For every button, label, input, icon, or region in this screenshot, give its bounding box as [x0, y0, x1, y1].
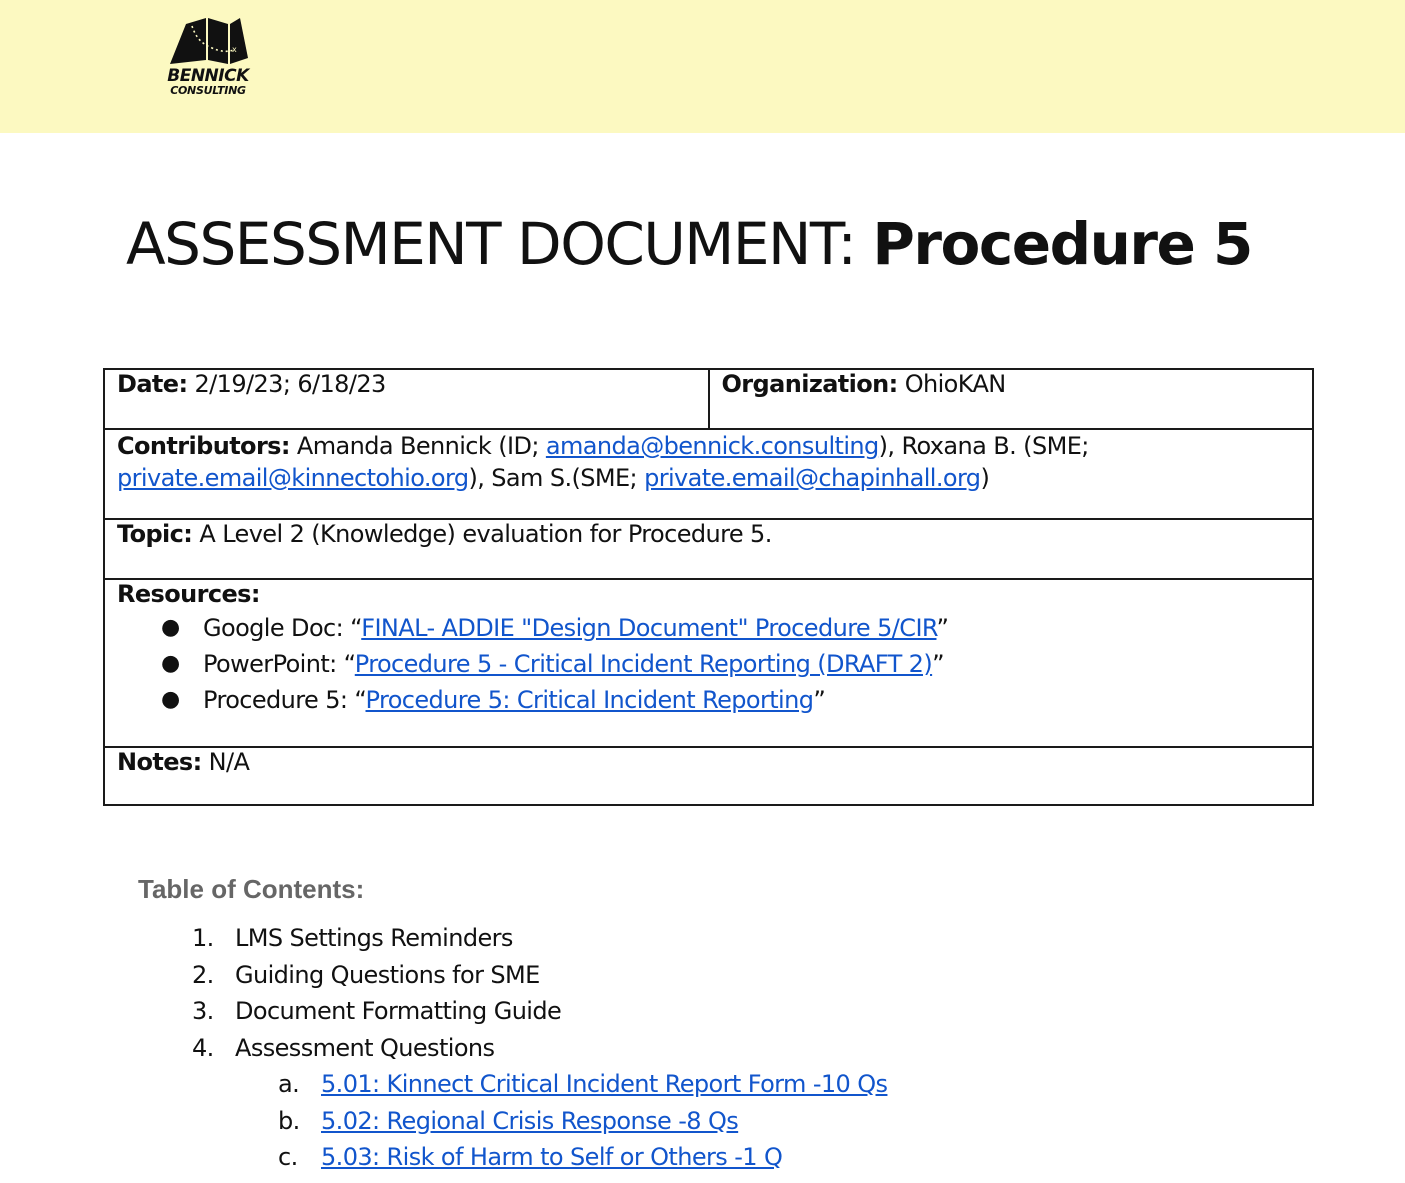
resource-suffix: ”	[936, 614, 949, 642]
contributors-text: )	[980, 464, 990, 492]
resources-cell	[104, 579, 1313, 747]
date-value: 2/19/23; 6/18/23	[187, 370, 386, 398]
contributors-cell	[104, 429, 1313, 519]
toc-link-5-02[interactable]: 5.02: Regional Crisis Response -8 Qs	[321, 1106, 739, 1135]
svg-text:x: x	[232, 45, 237, 54]
powerpoint-link[interactable]: Procedure 5 - Critical Incident Reporting (DRAFT 2)	[354, 650, 933, 678]
bullet-icon: ●	[161, 651, 180, 676]
notes-cell	[104, 747, 1313, 805]
date-org-row	[104, 369, 1313, 429]
organization-label: Organization:	[721, 370, 898, 398]
bullet-icon: ●	[161, 687, 180, 712]
toc-letter: c.	[278, 1143, 298, 1171]
table-of-contents	[190, 920, 1290, 1176]
toc-item	[190, 1030, 1290, 1067]
notes-value: N/A	[201, 748, 250, 776]
resource-suffix: ”	[932, 650, 944, 678]
contributors-text: ), Roxana B. (SME;	[878, 432, 1089, 460]
notes-label: Notes:	[117, 748, 202, 776]
toc-item	[190, 920, 1290, 957]
toc-title: Table of Contents:	[138, 874, 365, 904]
date-cell	[104, 369, 709, 429]
toc-item-text: LMS Settings Reminders	[235, 924, 513, 952]
title-procedure: Procedure 5	[872, 210, 1252, 278]
page-title	[126, 208, 1252, 280]
bennick-logo	[160, 14, 256, 110]
toc-link-5-01[interactable]: 5.01: Kinnect Critical Incident Report Form -10 Qs	[321, 1070, 888, 1098]
toc-item-text: Document Formatting Guide	[235, 997, 562, 1025]
list-item	[117, 646, 1300, 682]
topic-value: A Level 2 (Knowledge) evaluation for Procedure 5.	[192, 520, 772, 548]
map-icon	[166, 14, 250, 68]
resource-suffix: ”	[813, 686, 826, 714]
design-document-link[interactable]: FINAL- ADDIE "Design Document" Procedure 5/CIR	[361, 614, 937, 642]
contributors-row	[104, 429, 1313, 519]
toc-number: 3.	[192, 997, 214, 1025]
logo-wordmark-top: BENNICK	[167, 66, 249, 86]
toc-item	[190, 957, 1290, 994]
procedure-link[interactable]: Procedure 5: Critical Incident Reporting	[365, 686, 814, 714]
topic-row	[104, 519, 1313, 579]
date-label: Date:	[117, 370, 188, 398]
toc-number: 4.	[192, 1033, 214, 1062]
info-table	[103, 368, 1314, 806]
toc-number: 2.	[192, 960, 214, 989]
topic-label: Topic:	[117, 520, 193, 548]
bullet-icon: ●	[161, 615, 180, 640]
toc-link-5-03[interactable]: 5.03: Risk of Harm to Self or Others -1 Q	[321, 1143, 783, 1171]
toc-letter: b.	[278, 1106, 300, 1135]
resource-prefix: PowerPoint: “	[203, 650, 355, 678]
resources-row	[104, 579, 1313, 747]
contributors-label: Contributors:	[117, 432, 290, 460]
organization-cell	[709, 369, 1314, 429]
resources-list	[117, 610, 1300, 718]
resources-label: Resources:	[117, 580, 260, 608]
topic-cell	[104, 519, 1313, 579]
kinnect-email-link[interactable]: private.email@kinnectohio.org	[117, 464, 469, 492]
toc-item-text: Assessment Questions	[235, 1033, 495, 1062]
toc-item-text: Guiding Questions for SME	[235, 960, 540, 989]
toc-subitem	[190, 1103, 1290, 1140]
chapinhall-email-link[interactable]: private.email@chapinhall.org	[644, 464, 981, 492]
list-item	[117, 610, 1300, 646]
toc-subitem	[190, 1139, 1290, 1176]
resource-prefix: Procedure 5: “	[203, 686, 366, 714]
organization-value: OhioKAN	[897, 370, 1006, 398]
list-item	[117, 682, 1300, 718]
logo-wordmark-bottom: CONSULTING	[170, 84, 246, 97]
contributors-text: Amanda Bennick (ID;	[289, 432, 546, 460]
toc-number: 1.	[192, 924, 214, 952]
header-band	[0, 0, 1405, 133]
resource-prefix: Google Doc: “	[203, 614, 362, 642]
toc-item	[190, 993, 1290, 1030]
toc-subitem	[190, 1066, 1290, 1103]
contributors-text: ), Sam S.(SME;	[468, 464, 645, 492]
notes-row	[104, 747, 1313, 805]
amanda-email-link[interactable]: amanda@bennick.consulting	[545, 432, 879, 460]
title-prefix: ASSESSMENT DOCUMENT:	[126, 210, 873, 278]
toc-letter: a.	[278, 1070, 300, 1098]
